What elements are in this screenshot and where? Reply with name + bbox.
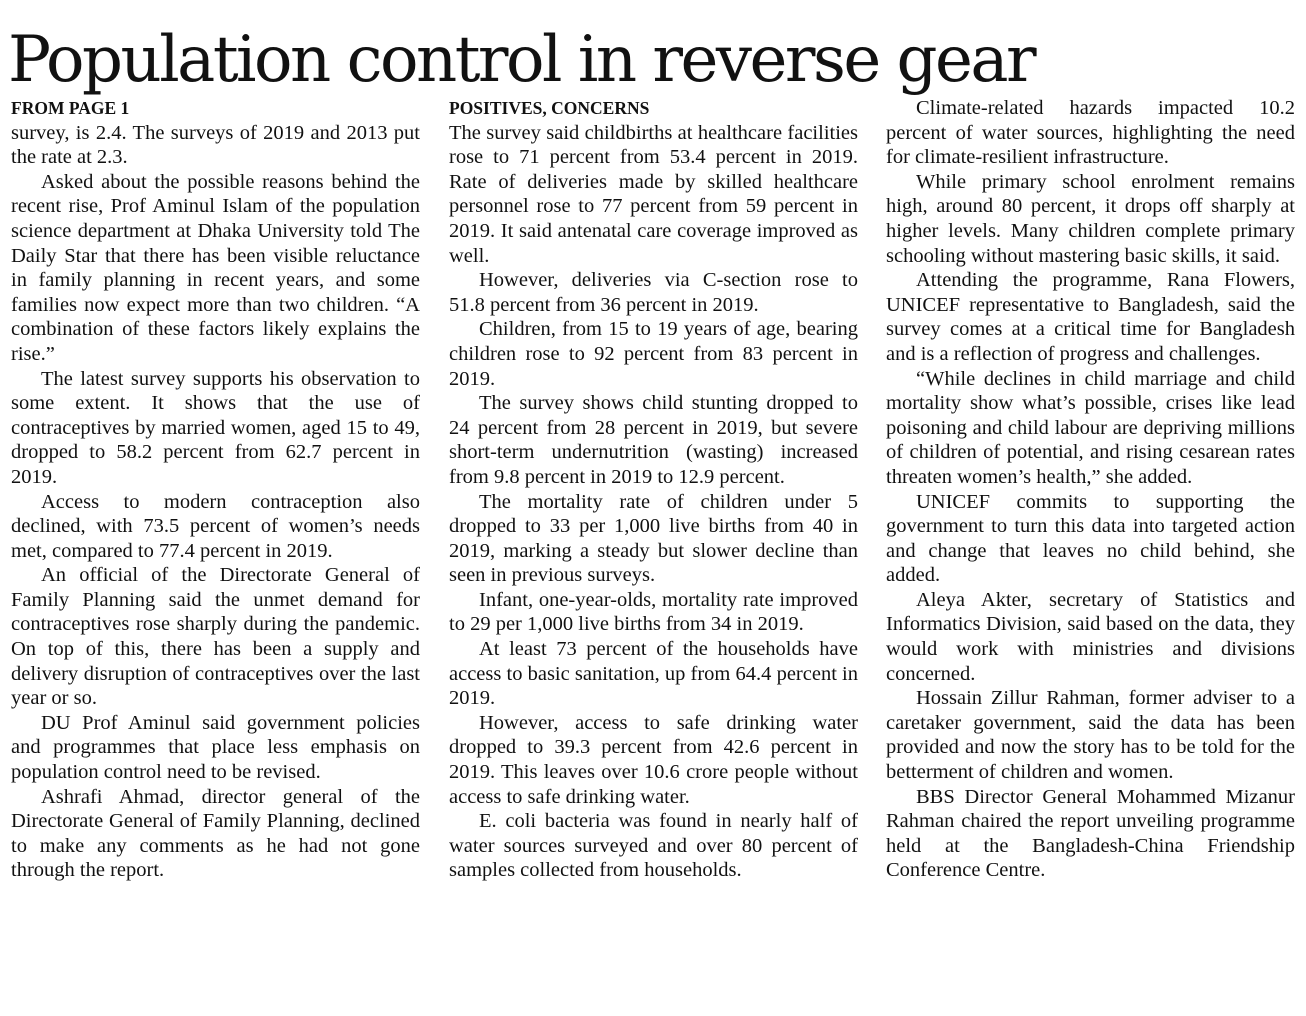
article-paragraph: Asked about the possible reasons behind the recent rise, Prof Aminul Islam of the population science department at Dhaka University told The Daily Star that there has been visible reluctance in family planning in recent years, and some families now expect more than two children. “A combination of these factors likely explains the rise.” bbox=[11, 170, 420, 365]
article-paragraph: Hossain Zillur Rahman, former adviser to a caretaker government, said the data has been provided and now the story has to be told for the betterment of children and women. bbox=[886, 687, 1295, 784]
article-paragraph: Attending the programme, Rana Flowers, UNICEF representative to Bangladesh, said the survey comes at a critical time for Bangladesh and is a reflection of progress and challenges. bbox=[886, 269, 1295, 365]
article-paragraph: However, deliveries via C-section rose to 51.8 percent from 36 percent in 2019. bbox=[449, 269, 858, 316]
article-paragraph: Infant, one-year-olds, mortality rate improved to 29 per 1,000 live births from 34 in 2019. bbox=[449, 588, 858, 636]
article-paragraph: The latest survey supports his observation to some extent. It shows that the use of contraceptives by married women, aged 15 to 49, dropped to 58.2 percent from 62.7 percent in 2019. bbox=[11, 367, 420, 488]
article-paragraph: Aleya Akter, secretary of Statistics and Informatics Division, said based on the data, they would work with ministries and divisions concerned. bbox=[886, 588, 1295, 685]
article-column-3 bbox=[886, 96, 1295, 883]
article-paragraph: An official of the Directorate General of Family Planning said the unmet demand for contraceptives rose sharply during the pandemic. On top of this, there has been a supply and delivery disruption of contraceptives over the last year or so. bbox=[11, 564, 420, 710]
article-paragraph: Ashrafi Ahmad, director general of the Directorate General of Family Planning, declined to make any comments as he had not gone through the report. bbox=[11, 785, 420, 882]
article-paragraph: However, access to safe drinking water dropped to 39.3 percent from 42.6 percent in 2019. This leaves over 10.6 crore people without access to safe drinking water. bbox=[449, 711, 858, 808]
article-paragraph: While primary school enrolment remains high, around 80 percent, it drops off sharply at higher levels. Many children complete primary schooling without mastering basic skills, it said. bbox=[886, 170, 1295, 267]
article-paragraph: “While declines in child marriage and child mortality show what’s possible, crises like lead poisoning and child labour are depriving millions of children of potential, and rising cesarean rates threaten women’s health,” she added. bbox=[886, 367, 1295, 488]
article-paragraph: The survey said childbirths at healthcare facilities rose to 71 percent from 53.4 percent in 2019. Rate of deliveries made by skilled healthcare personnel rose to 77 percent from 59 percent in 2019. It said antenatal care coverage improved as well. bbox=[449, 121, 858, 267]
section-kicker: FROM PAGE 1 bbox=[11, 98, 130, 118]
article-paragraph: The mortality rate of children under 5 dropped to 33 per 1,000 live births from 40 in 2019, marking a steady but slower decline than seen in previous surveys. bbox=[449, 490, 858, 587]
headline: Population control in reverse gear bbox=[8, 23, 1035, 97]
section-kicker: POSITIVES, CONCERNS bbox=[449, 98, 650, 118]
article-paragraph: Climate-related hazards impacted 10.2 percent of water sources, highlighting the need for climate-resilient infrastructure. bbox=[886, 97, 1295, 169]
article-column-1 bbox=[11, 96, 420, 883]
article-paragraph: E. coli bacteria was found in nearly half of water sources surveyed and over 80 percent of samples collected from households. bbox=[449, 810, 858, 882]
article-paragraph: Access to modern contraception also declined, with 73.5 percent of women’s needs met, compared to 77.4 percent in 2019. bbox=[11, 490, 420, 562]
article-column-2 bbox=[449, 96, 858, 883]
article-paragraph: survey, is 2.4. The surveys of 2019 and 2013 put the rate at 2.3. bbox=[11, 121, 420, 169]
article-paragraph: BBS Director General Mohammed Mizanur Rahman chaired the report unveiling programme held at the Bangladesh-China Friendship Conference Centre. bbox=[886, 785, 1295, 882]
article-paragraph: UNICEF commits to supporting the government to turn this data into targeted action and change that leaves no child behind, she added. bbox=[886, 490, 1295, 587]
article-paragraph: The survey shows child stunting dropped to 24 percent from 28 percent in 2019, but severe short-term undernutrition (wasting) increased from 9.8 percent in 2019 to 12.9 percent. bbox=[449, 392, 858, 488]
article-paragraph: Children, from 15 to 19 years of age, bearing children rose to 92 percent from 83 percent in 2019. bbox=[449, 318, 858, 390]
article-paragraph: DU Prof Aminul said government policies and programmes that place less emphasis on population control need to be revised. bbox=[11, 711, 420, 784]
article-paragraph: At least 73 percent of the households have access to basic sanitation, up from 64.4 percent in 2019. bbox=[449, 638, 858, 710]
